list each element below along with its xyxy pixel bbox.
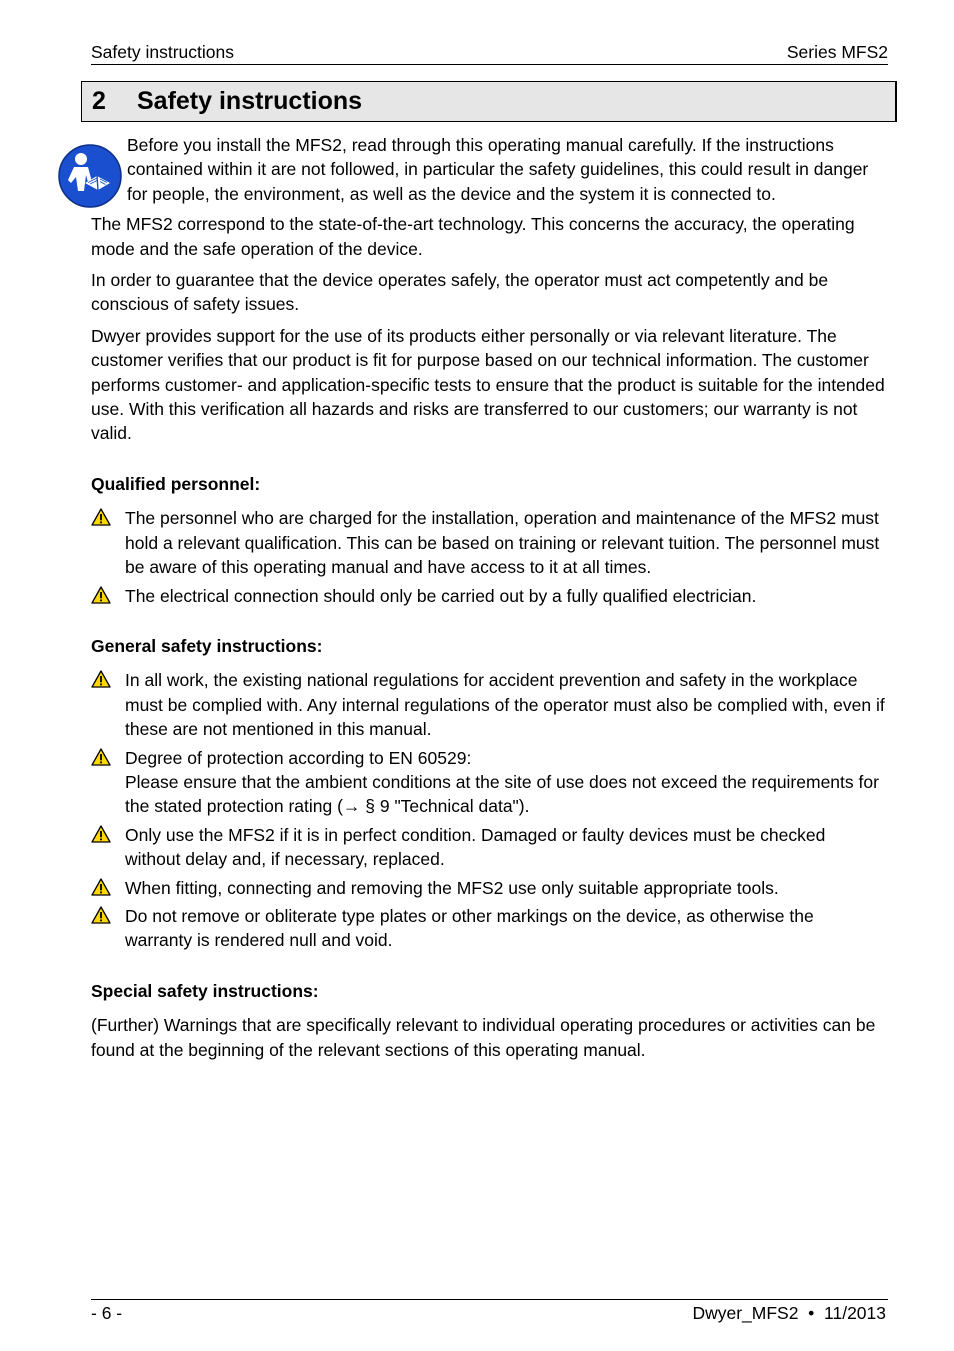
read-manual-icon bbox=[57, 143, 123, 209]
warning-triangle-icon bbox=[91, 825, 111, 843]
document-id: Dwyer_MFS2 • 11/2013 bbox=[692, 1303, 886, 1323]
list-item-text: When fitting, connecting and removing the MFS2 use only suitable appropriate tools. bbox=[125, 877, 779, 898]
qualified-personnel-list bbox=[91, 506, 885, 608]
intro-text: Before you install the MFS2, read through this operating manual carefully. If the instructions contained within it are not followed, in particular the safety guidelines, this could result in danger for people, the environment, as well as the device and the system it is connected to. bbox=[127, 135, 869, 204]
warning-triangle-icon bbox=[91, 586, 111, 604]
chapter-number: 2 bbox=[92, 87, 106, 115]
warning-triangle-icon bbox=[91, 748, 111, 766]
page-number: - 6 - bbox=[91, 1303, 123, 1323]
paragraph-state-of-art: The MFS2 correspond to the state-of-the-art technology. This concerns the accuracy, the operating mode and the safe operation of the device. bbox=[91, 214, 855, 259]
qualified-personnel-heading: Qualified personnel: bbox=[91, 473, 261, 494]
list-item bbox=[91, 584, 885, 608]
page-footer bbox=[91, 1299, 888, 1323]
list-item-text: In all work, the existing national regulations for accident prevention and safety in the workplace must be complied with. Any internal regulations of the operator must also be complied with, even if these are not mentioned in this manual. bbox=[125, 670, 885, 740]
warning-triangle-icon bbox=[91, 878, 111, 896]
paragraph-support: Dwyer provides support for the use of its products either personally or via relevant literature. The customer verifies that our product is fit for purpose based on our technical information. The customer performs customer- and application-specific tests to ensure that the product is suitable for the intended use. With this verification all hazards and risks are transferred to our customers; our warranty is not valid. bbox=[91, 325, 885, 444]
warning-triangle-icon bbox=[91, 670, 111, 688]
header-section-title: Safety instructions bbox=[91, 42, 234, 62]
chapter-title: Safety instructions bbox=[137, 87, 363, 115]
paragraph-operator: In order to guarantee that the device operates safely, the operator must act competently and be conscious of safety issues. bbox=[91, 270, 829, 315]
general-safety-list bbox=[91, 668, 885, 952]
list-item-text: The electrical connection should only be carried out by a fully qualified electrician. bbox=[125, 585, 757, 606]
intro-block bbox=[91, 133, 885, 206]
list-item-text: Do not remove or obliterate type plates or other markings on the device, as otherwise the warranty is rendered null and void. bbox=[125, 905, 814, 951]
page-content bbox=[91, 133, 885, 1069]
list-item bbox=[91, 506, 885, 579]
list-item bbox=[91, 746, 885, 819]
chapter-heading bbox=[81, 81, 897, 122]
header-series-name: Series MFS2 bbox=[786, 42, 888, 62]
list-item-text: Degree of protection according to EN 60529: bbox=[125, 747, 472, 768]
special-safety-heading: Special safety instructions: bbox=[91, 980, 319, 1001]
list-item bbox=[91, 823, 885, 872]
list-item-text: The personnel who are charged for the installation, operation and maintenance of the MFS2 must hold a relevant qualification. This can be based on training or relevant tuition. The personnel must be aware of this operating manual and have access to it at all times. bbox=[125, 508, 880, 578]
warning-triangle-icon bbox=[91, 906, 111, 924]
general-safety-heading: General safety instructions: bbox=[91, 635, 323, 656]
list-item-text: Only use the MFS2 if it is in perfect condition. Damaged or faulty devices must be checked without delay and, if necessary, replaced. bbox=[125, 824, 826, 870]
page-header bbox=[91, 40, 888, 65]
list-item bbox=[91, 876, 885, 900]
protection-detail-text: Please ensure that the ambient conditions at the site of use does not exceed the requirements for the stated protection rating (→ § 9 "Technical data"). bbox=[125, 771, 879, 817]
list-item bbox=[91, 904, 885, 953]
special-safety-text: (Further) Warnings that are specifically relevant to individual operating procedures or activities can be found at the beginning of the relevant sections of this operating manual. bbox=[91, 1015, 876, 1060]
list-item bbox=[91, 668, 885, 741]
warning-triangle-icon bbox=[91, 508, 111, 526]
